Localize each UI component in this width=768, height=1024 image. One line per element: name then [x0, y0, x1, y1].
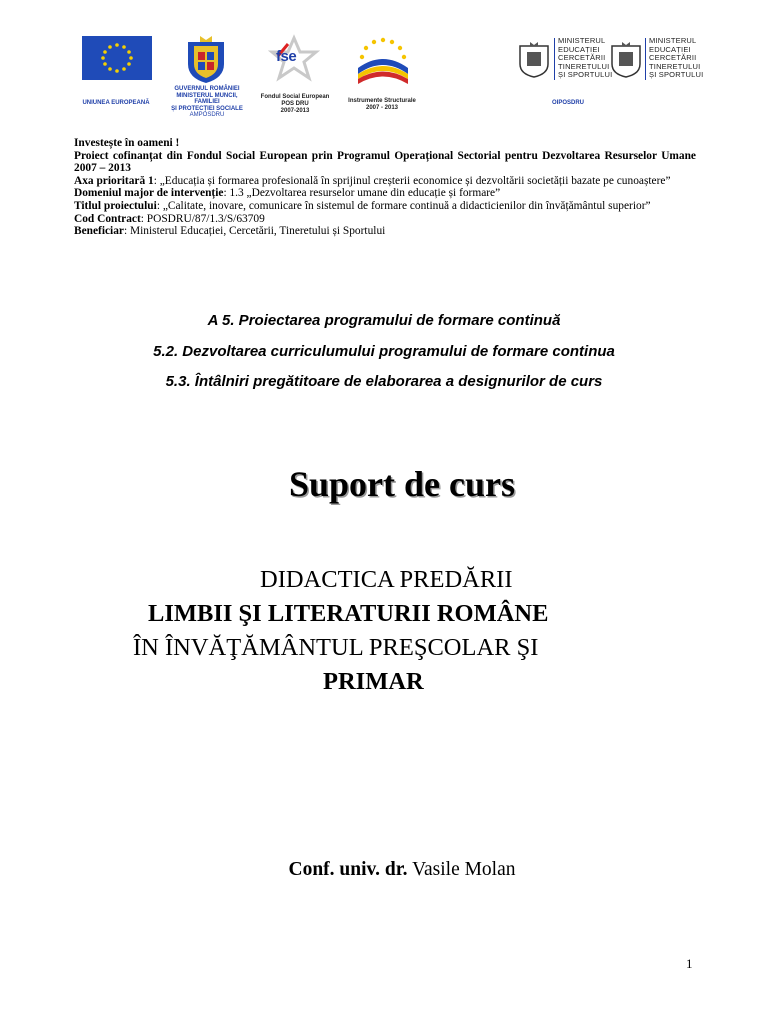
- heading-5-3: 5.3. Întâlniri pregătitoare de elaborarea a designurilor de curs: [165, 373, 603, 390]
- project-info: [74, 137, 696, 238]
- author-name: Vasile Molan: [412, 859, 516, 880]
- project-line: Proiect cofinanțat din Fondul Social European prin Programul Operațional Sectorial pentru Dezvoltarea Resurselor Umane 2007 – 2013: [74, 149, 696, 175]
- heading-a5: A 5. Proiectarea programului de formare continuă: [207, 312, 561, 329]
- domain-line: Domeniul major de intervenție: 1.3 „Dezvoltarea resurselor umane din educație și formare”: [74, 187, 501, 200]
- gov-caption: GUVERNUL ROMÂNIEI MINISTERUL MUNCII, FAMILIEI ȘI PROTECȚIEI SOCIALE AMPOSDRU: [171, 86, 243, 119]
- oiposdru-caption: OIPOSDRU: [551, 100, 584, 106]
- fse-wordmark: fse: [276, 48, 297, 65]
- beneficiary-line: Beneficiar: Ministerul Educației, Cercetării, Tineretului și Sportului: [74, 225, 386, 238]
- ministry-divider: [645, 38, 646, 80]
- eu-caption: UNIUNEA EUROPEANĂ: [82, 100, 150, 106]
- structural-instruments-caption: Instrumente Structurale 2007 - 2013: [348, 98, 416, 111]
- ministry-text: MINISTERUL EDUCAȚIEI CERCETĂRII TINERETULUI ȘI SPORTULUI: [558, 36, 613, 79]
- contract-line: Cod Contract: POSDRU/87/1.3/S/63709: [74, 212, 265, 225]
- eu-flag-icon: [82, 36, 152, 80]
- page-number: 1: [686, 956, 693, 971]
- axa-line: Axa prioritară 1: „Educația și formarea profesională în sprijinul creșterii economice și dezvoltării societății bazate pe cunoaștere”: [74, 174, 671, 187]
- coat-of-arms-icon: [184, 34, 228, 84]
- subtitle-line-2: LIMBII ŞI LITERATURII ROMÂNE: [148, 600, 549, 627]
- subtitle-line-3: ÎN ÎNVĂŢĂMÂNTUL PREŞCOLAR ŞI: [133, 634, 539, 661]
- heading-5-2: 5.2. Dezvoltarea curriculumului programului de formare continua: [153, 343, 615, 360]
- subtitle-line-4: PRIMAR: [323, 668, 424, 695]
- ministry-crest-icon: [610, 40, 642, 78]
- ministry-crest-icon: [518, 40, 550, 78]
- structural-instruments-icon: [354, 34, 412, 88]
- author: [0, 859, 768, 881]
- document-title: Suport de curs: [288, 464, 516, 504]
- author-title: Conf. univ. dr.: [288, 859, 408, 880]
- slogan: Investește în oameni !: [74, 137, 180, 149]
- title-line: Titlul proiectului: „Calitate, inovare, comunicare în sistemul de formare continuă a didacticienilor din învățământul superior”: [74, 199, 651, 212]
- fse-caption: Fondul Social European POS DRU 2007-2013: [260, 94, 330, 114]
- subtitle-line-1: DIDACTICA PREDĂRII: [260, 566, 513, 593]
- ministry-text: MINISTERUL EDUCAȚIEI CERCETĂRII TINERETULUI ȘI SPORTULUI: [649, 36, 704, 79]
- ministry-divider: [554, 38, 555, 80]
